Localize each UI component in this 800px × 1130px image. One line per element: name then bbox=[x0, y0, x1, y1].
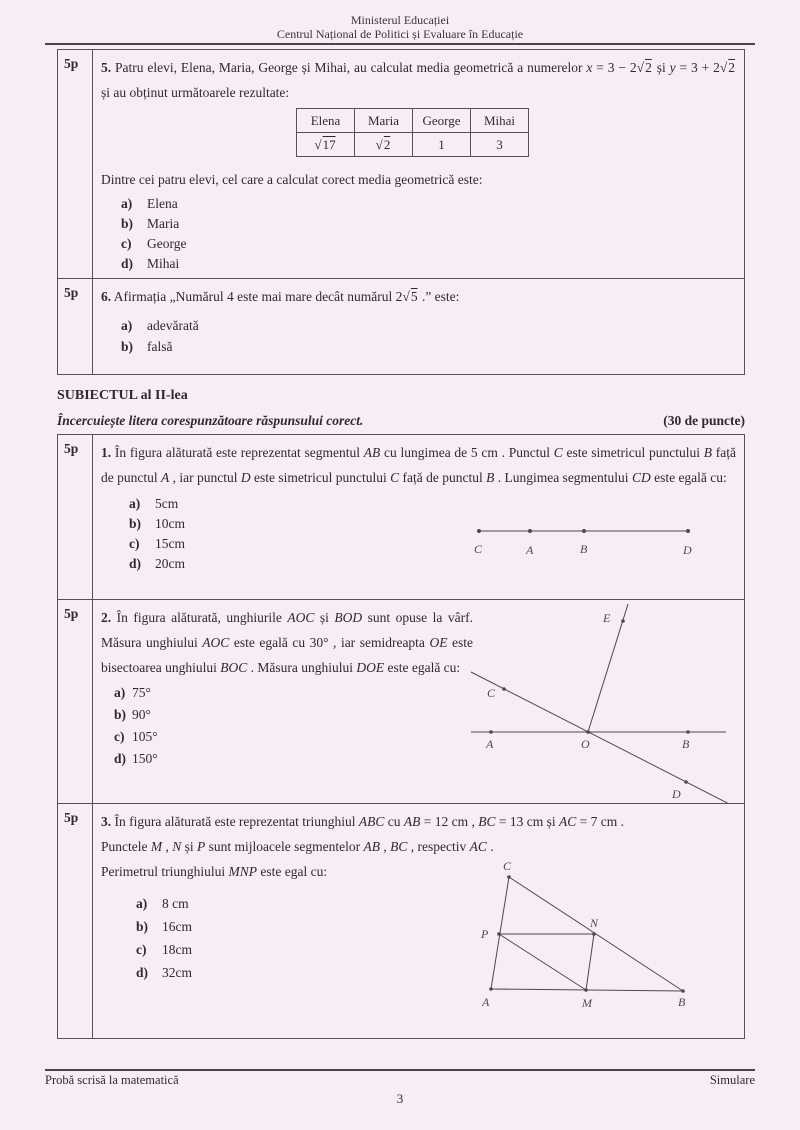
page-number: 3 bbox=[396, 1091, 404, 1106]
question-content-q5 bbox=[93, 50, 744, 278]
figure-label-b: B bbox=[580, 542, 588, 556]
option-letter: c) bbox=[129, 536, 140, 551]
option-letter: c) bbox=[114, 729, 125, 744]
figure-label-b: B bbox=[682, 737, 690, 751]
option-q5-c bbox=[101, 234, 736, 254]
figure-label-b: B bbox=[678, 995, 686, 1009]
option-text: falsă bbox=[147, 339, 173, 354]
option-letter: c) bbox=[136, 942, 147, 957]
option-q5-b bbox=[101, 214, 736, 234]
option-letter: b) bbox=[136, 919, 149, 934]
question-text-q2: 2. În figura alăturată, unghiurile AOC și BOD sunt opuse la vârf. Măsura unghiului AOC este egală cu 30° , iar semidreapta OE este bisectoarea unghiului BOC . Măsura unghiului DOE este egală cu: bbox=[101, 610, 474, 675]
figure-label-c: C bbox=[503, 859, 512, 873]
option-text: 20cm bbox=[155, 556, 185, 571]
options-q6 bbox=[101, 315, 736, 357]
question-content-q6 bbox=[93, 279, 744, 374]
option-letter: d) bbox=[114, 751, 127, 766]
figure-label-a: A bbox=[482, 995, 490, 1009]
option-letter: b) bbox=[114, 707, 127, 722]
section2-question-table bbox=[57, 434, 745, 1039]
figure-label-p: P bbox=[481, 927, 489, 941]
option-letter: b) bbox=[129, 516, 142, 531]
figure-label-c: C bbox=[487, 686, 496, 700]
page-footer bbox=[45, 1073, 755, 1088]
option-q5-a bbox=[101, 194, 736, 214]
footer-left: Probă scrisă la matematică bbox=[45, 1073, 179, 1087]
option-letter: a) bbox=[121, 196, 133, 211]
figure-label-o: O bbox=[581, 737, 590, 751]
option-text: adevărată bbox=[147, 318, 199, 333]
results-header-maria: Maria bbox=[355, 109, 413, 133]
points-cell-q5: 5p bbox=[58, 50, 93, 278]
option-letter: b) bbox=[121, 216, 134, 231]
option-letter: b) bbox=[121, 339, 134, 354]
option-text: 105° bbox=[132, 729, 158, 744]
results-value-mihai: 3 bbox=[471, 133, 529, 157]
points-cell-q6: 5p bbox=[58, 279, 93, 374]
figure-label-d: D bbox=[672, 787, 681, 801]
option-text: 90° bbox=[132, 707, 151, 722]
results-header-mihai: Mihai bbox=[471, 109, 529, 133]
page-header bbox=[0, 0, 800, 41]
header-rule bbox=[45, 43, 755, 45]
results-value-elena: √17 bbox=[297, 133, 355, 157]
points-cell-q1: 5p bbox=[58, 435, 93, 599]
question-row-3 bbox=[58, 803, 744, 1038]
question-row-5 bbox=[58, 50, 744, 278]
header-line-center: Centrul Național de Politici și Evaluare în Educație bbox=[276, 27, 524, 41]
option-q5-d bbox=[101, 254, 736, 274]
question-content-q1 bbox=[93, 435, 744, 599]
option-text: 10cm bbox=[155, 516, 185, 531]
option-q6-a bbox=[101, 315, 736, 336]
results-header-george: George bbox=[413, 109, 471, 133]
question-row-1 bbox=[58, 435, 744, 599]
instruction-points: (30 de puncte) bbox=[663, 413, 745, 428]
option-text: 5cm bbox=[155, 496, 179, 511]
results-table bbox=[296, 108, 529, 157]
results-table-value-row bbox=[297, 133, 529, 157]
option-text: 16cm bbox=[162, 919, 192, 934]
option-text: George bbox=[147, 236, 187, 251]
results-table-header-row bbox=[297, 109, 529, 133]
results-value-maria: √2 bbox=[355, 133, 413, 157]
header-line-ministry: Ministerul Educației bbox=[350, 13, 450, 27]
figure-label-d: D bbox=[683, 543, 692, 557]
options-q5 bbox=[101, 194, 736, 274]
question-text-q3-line1: 3. În figura alăturată este reprezentat triunghiul ABC cu AB = 12 cm , BC = 13 cm și AC = 7 cm . bbox=[101, 814, 625, 829]
option-letter: a) bbox=[129, 496, 141, 511]
figure-label-a: A bbox=[526, 543, 534, 557]
question-text-q5: 5. Patru elevi, Elena, Maria, George și Mihai, au calculat media geometrică a numerelor x = 3 − 2√2 și y = 3 + 2√2 și au obținut următoarele rezultate: bbox=[101, 60, 735, 100]
footer-rule bbox=[45, 1069, 755, 1071]
option-text: 8 cm bbox=[162, 896, 189, 911]
section2-heading: SUBIECTUL al II-lea bbox=[57, 388, 188, 403]
question-text-q3-line3: Perimetrul triunghiului MNP este egal cu: bbox=[101, 864, 328, 879]
option-text: 32cm bbox=[162, 965, 192, 980]
results-value-george: 1 bbox=[413, 133, 471, 157]
figure-label-a: A bbox=[486, 737, 494, 751]
option-q1-a bbox=[101, 494, 736, 514]
segment-figure bbox=[467, 521, 707, 563]
figure-label-e: E bbox=[603, 611, 611, 625]
section2-instruction-row bbox=[57, 413, 745, 429]
question-text-q3-line2: Punctele M , N și P sunt mijloacele segmentelor AB , BC , respectiv AC . bbox=[101, 839, 494, 854]
question-text-q6: 6. Afirmația „Numărul 4 este mai mare decât numărul 2√5 .” este: bbox=[101, 289, 460, 304]
footer-right: Simulare bbox=[709, 1073, 755, 1087]
figure-label-n: N bbox=[590, 916, 599, 930]
figure-label-c: C bbox=[474, 542, 483, 556]
option-text: Elena bbox=[147, 196, 178, 211]
option-letter: d) bbox=[129, 556, 142, 571]
triangle-figure bbox=[467, 854, 717, 1016]
option-text: 18cm bbox=[162, 942, 192, 957]
option-letter: a) bbox=[114, 685, 126, 700]
section1-question-table bbox=[57, 49, 745, 375]
option-text: Mihai bbox=[147, 256, 180, 271]
figure-label-m: M bbox=[582, 996, 592, 1010]
angles-figure bbox=[458, 601, 750, 804]
instruction-text: Încercuiește litera corespunzătoare răspunsului corect. bbox=[57, 413, 364, 428]
points-cell-q3: 5p bbox=[58, 804, 93, 1038]
option-text: 75° bbox=[132, 685, 151, 700]
option-letter: d) bbox=[121, 256, 134, 271]
points-cell-q2: 5p bbox=[58, 600, 93, 803]
option-text: 15cm bbox=[155, 536, 185, 551]
question-prompt-q5: Dintre cei patru elevi, cel care a calculat corect media geometrică este: bbox=[101, 172, 483, 187]
results-header-elena: Elena bbox=[297, 109, 355, 133]
question-text-q1: 1. În figura alăturată este reprezentat segmentul AB cu lungimea de 5 cm . Punctul C este simetricul punctului B față de punctul A , iar punctul D este simetricul punctului C față de punctul B . Lungimea segmentului CD este egală cu: bbox=[101, 445, 736, 485]
option-letter: a) bbox=[121, 318, 133, 333]
option-text: Maria bbox=[147, 216, 180, 231]
option-text: 150° bbox=[132, 751, 158, 766]
option-letter: d) bbox=[136, 965, 149, 980]
option-letter: c) bbox=[121, 236, 132, 251]
question-row-6 bbox=[58, 278, 744, 374]
question-row-2 bbox=[58, 599, 744, 803]
option-q6-b bbox=[101, 336, 736, 357]
option-letter: a) bbox=[136, 896, 148, 911]
